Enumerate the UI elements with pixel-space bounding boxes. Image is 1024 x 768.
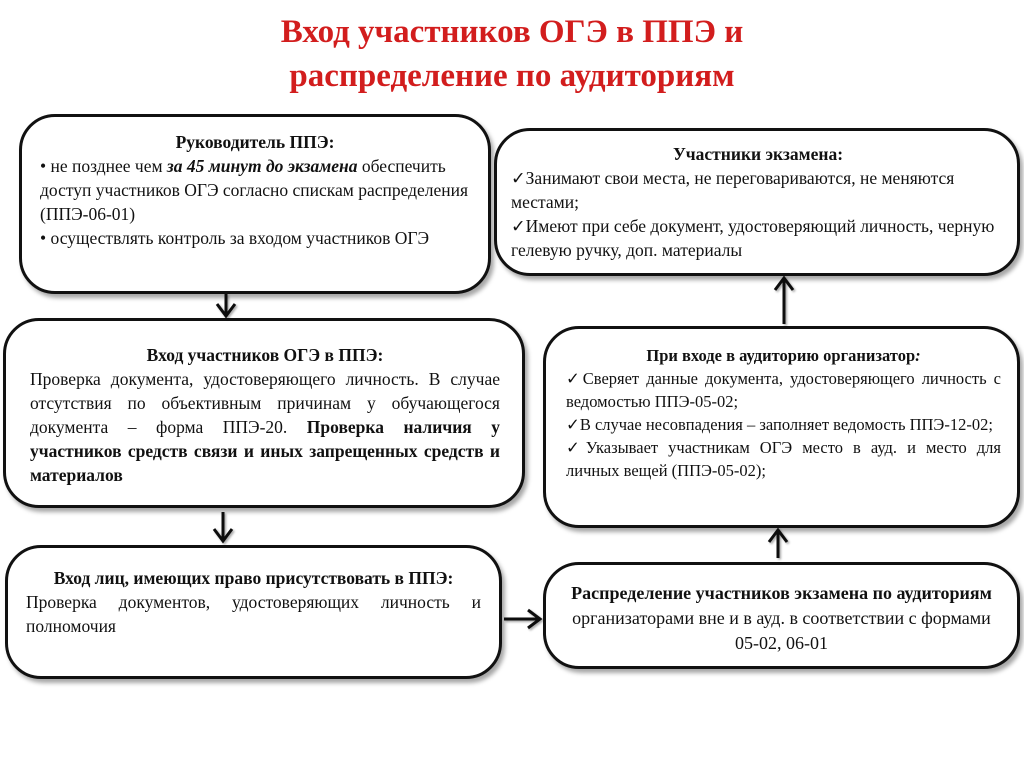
ppe-head-item-1-prefix: • не позднее чем xyxy=(40,156,167,176)
organizer-heading-colon: : xyxy=(915,346,921,365)
entry-text-bold: Проверка наличия у участников средств связи и иных запрещенных средств и материалов xyxy=(30,417,500,485)
organizer-item-3: ✓Указывает участникам ОГЭ место в ауд. и место для личных вещей (ППЭ-05-02); xyxy=(566,438,1001,480)
ppe-head-heading: Руководитель ППЭ: xyxy=(175,132,335,152)
arrow-up-1 xyxy=(769,530,787,558)
title-line-2: распределение по аудиториям xyxy=(289,58,735,94)
entry-heading: Вход участников ОГЭ в ППЭ: xyxy=(146,345,384,365)
distribution-text: организаторами вне и в ауд. в соответствии с формами 05-02, 06-01 xyxy=(572,608,991,653)
distribution-text-bold: Распределение участников экзамена по аудиториям xyxy=(571,583,992,603)
organizer-item-2: ✓В случае несовпадения – заполняет ведомость ППЭ-12-02; xyxy=(566,415,993,434)
persons-text: Проверка документов, удостоверяющих личность и полномочия xyxy=(26,592,481,636)
ppe-head-item-2: • осуществлять контроль за входом участников ОГЭ xyxy=(40,228,430,248)
entry-text-plain: Проверка документа, удостоверяющего личность. В случае отсутствия по объективным причинам у обучающегося документа – форма ППЭ-20. xyxy=(30,369,500,437)
organizer-heading-text: При входе в аудиторию организатор xyxy=(646,346,916,365)
organizer-item-1: ✓Сверяет данные документа, удостоверяющего личность с ведомостью ППЭ-05-02; xyxy=(566,369,1001,411)
arrow-down-2 xyxy=(214,512,232,541)
arrow-up-2 xyxy=(775,278,793,324)
arrow-right xyxy=(504,610,540,628)
participants-item-1: ✓Занимают свои места, не переговариваются, не меняются местами; xyxy=(511,168,955,212)
participants-heading: Участники экзамена: xyxy=(672,144,844,164)
participants-item-2: ✓Имеют при себе документ, удостоверяющий личность, черную гелевую ручку, доп. материалы xyxy=(511,216,995,260)
ppe-head-item-1-emphasis: за 45 минут до экзамена xyxy=(166,156,358,176)
title-line-1: Вход участников ОГЭ в ППЭ и xyxy=(280,14,744,50)
arrow-down-1 xyxy=(217,294,235,316)
persons-heading: Вход лиц, имеющих право присутствовать в ППЭ: xyxy=(53,568,454,588)
ppe-head-item-1-suffix: обеспечить доступ участников ОГЭ согласно спискам распределения (ППЭ-06-01) xyxy=(40,156,469,224)
